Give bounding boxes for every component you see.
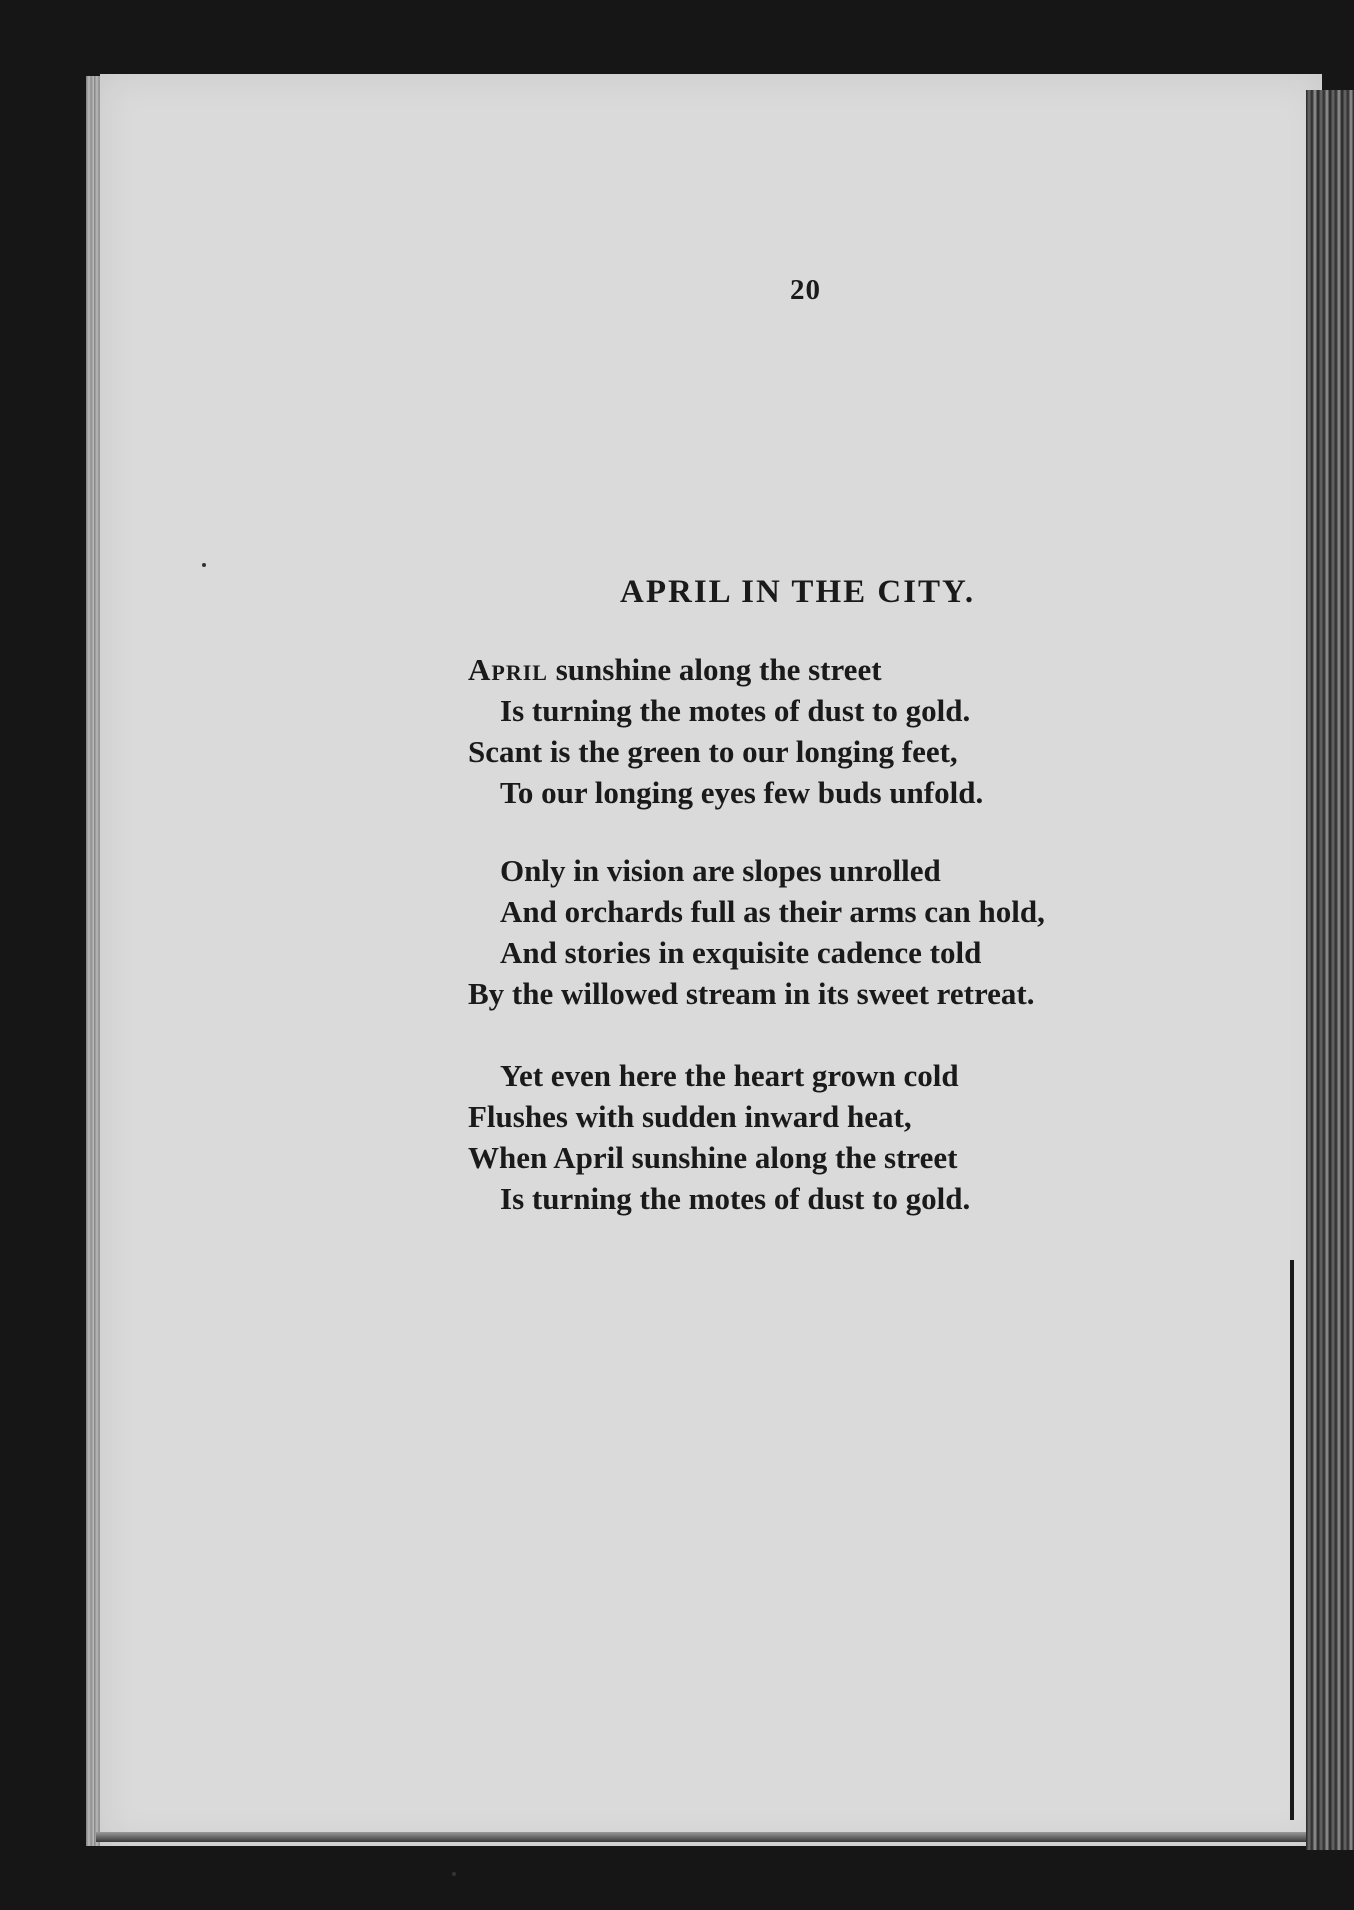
poem-line: Flushes with sudden inward heat, (468, 1099, 912, 1134)
stanza-3 (468, 1055, 1308, 1219)
poem-line: When April sunshine along the street (468, 1140, 958, 1175)
poem-line: To our longing eyes few buds unfold. (500, 775, 984, 810)
poem-line: By the willowed stream in its sweet retreat. (468, 976, 1035, 1011)
page-gutter-shadow (1290, 1260, 1294, 1820)
line-text: sunshine along the street (547, 652, 882, 687)
poem-line: And stories in exquisite cadence told (500, 935, 982, 970)
poem-title: APRIL IN THE CITY. (620, 574, 976, 610)
poem-line: Only in vision are slopes unrolled (500, 853, 941, 888)
page-bottom-edge (96, 1832, 1306, 1842)
poem-line: And orchards full as their arms can hold, (500, 894, 1045, 929)
page-text-area (100, 74, 1322, 1846)
stanza-2 (468, 850, 1308, 1014)
poem-line: Is turning the motes of dust to gold. (500, 1181, 971, 1216)
book-right-edge (1306, 90, 1354, 1850)
drop-word: April (468, 652, 548, 687)
stanza-1 (468, 649, 1308, 813)
poem-line (468, 649, 1308, 690)
dust-speck (202, 563, 206, 567)
poem-line: Scant is the green to our longing feet, (468, 734, 958, 769)
page-number: 20 (790, 274, 821, 306)
book-page (100, 74, 1322, 1846)
poem-line: Yet even here the heart grown cold (500, 1058, 959, 1093)
poem-line: Is turning the motes of dust to gold. (500, 693, 971, 728)
dust-speck (452, 1872, 456, 1876)
